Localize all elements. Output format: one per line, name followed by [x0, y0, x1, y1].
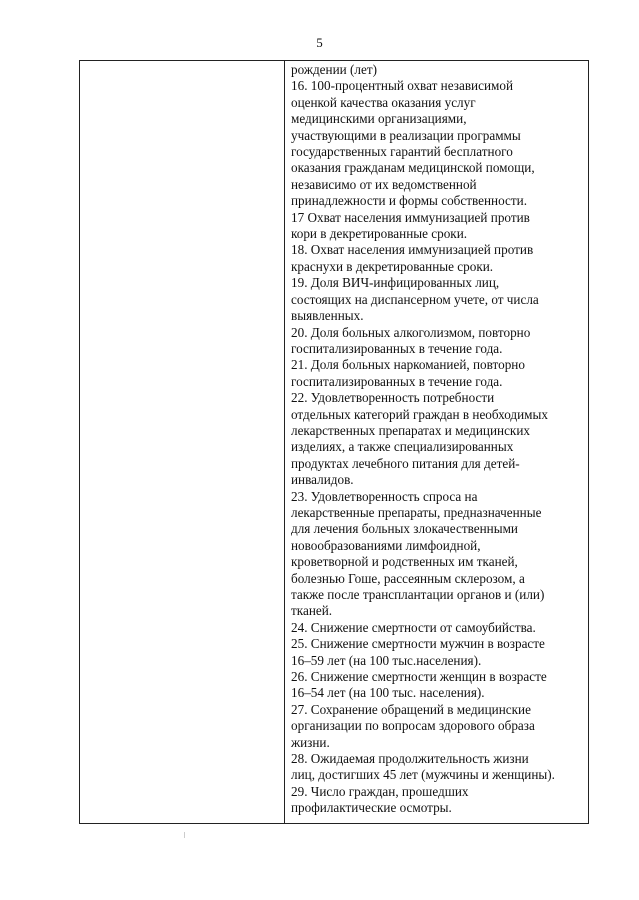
table-text-line: 20. Доля больных алкоголизмом, повторно: [291, 324, 531, 340]
table-text-line: 27. Сохранение обращений в медицинские: [291, 701, 531, 717]
table-text-line: 26. Снижение смертности женщин в возрасте: [291, 669, 547, 685]
table-text-line: оказания гражданам медицинской помощи,: [291, 160, 535, 176]
table-cell-left: [80, 61, 285, 823]
table-text-line: 19. Доля ВИЧ-инфицированных лиц,: [291, 275, 500, 291]
table-text-line: изделиях, а также специализированных: [291, 439, 514, 455]
table-text-line: профилактические осмотры.: [291, 800, 452, 816]
table-text-line: лекарственных препаратах и медицинских: [291, 422, 530, 438]
table-text-line: отдельных категорий граждан в необходимых: [291, 406, 548, 422]
table-text-line: краснухи в декретированные сроки.: [291, 258, 494, 274]
table-text-line: независимо от их ведомственной: [291, 176, 477, 192]
table-text-line: 17 Охват населения иммунизацией против: [291, 209, 530, 225]
table-text-line: 23. Удовлетворенность спроса на: [291, 488, 478, 504]
table-text-line: участвующими в реализации программы: [291, 127, 521, 143]
table-text-line: кори в декретированные сроки.: [291, 226, 468, 242]
table-text-line: 16–54 лет (на 100 тыс. населения).: [291, 685, 485, 701]
table-cell-right: [286, 61, 588, 823]
table-text-line: лиц, достигших 45 лет (мужчины и женщины).: [291, 767, 555, 783]
scan-artifact: [184, 832, 185, 838]
table-text-line: 21. Доля больных наркоманией, повторно: [291, 357, 525, 373]
table-text-line: 16–59 лет (на 100 тыс.населения).: [291, 652, 482, 668]
table-text-line: рождении (лет): [291, 62, 377, 77]
table-text-line: государственных гарантий бесплатного: [291, 144, 513, 160]
table-text-line: 18. Охват населения иммунизацией против: [291, 242, 534, 258]
table-text-line: 25. Снижение смертности мужчин в возрасте: [291, 636, 545, 652]
page-number: 5: [316, 35, 323, 50]
table-text-line: выявленных.: [291, 308, 364, 324]
table-text-line: для лечения больных злокачественными: [291, 521, 518, 537]
table-text-line: инвалидов.: [291, 472, 354, 488]
table-text-line: болезнью Гоше, рассеянным склерозом, а: [291, 570, 525, 586]
table-text-line: тканей.: [291, 603, 333, 619]
table-text-line: лекарственные препараты, предназначенные: [291, 504, 542, 520]
table-text-line: 16. 100-процентный охват независимой: [291, 78, 514, 94]
table-text-line: оценкой качества оказания услуг: [291, 94, 476, 110]
table-text-line: организации по вопросам здорового образа: [291, 718, 535, 734]
table-text-line: также после трансплантации органов и (или): [291, 587, 545, 602]
table-text-line: принадлежности и формы собственности.: [291, 193, 527, 209]
table-text-line: новообразованиями лимфоидной,: [291, 537, 481, 553]
table-text-line: госпитализированных в течение года.: [291, 340, 503, 356]
table-text-line: жизни.: [291, 734, 330, 750]
table-text-line: состоящих на диспансерном учете, от числа: [291, 291, 539, 307]
table-text-line: госпитализированных в течение года.: [291, 373, 503, 389]
table-text-line: 24. Снижение смертности от самоубийства.: [291, 619, 536, 635]
table-text-line: 29. Число граждан, прошедших: [291, 783, 469, 799]
table-text-line: продуктах лечебного питания для детей-: [291, 455, 520, 471]
table-text-line: кроветворной и родственных им тканей,: [291, 554, 518, 570]
table-text-line: 28. Ожидаемая продолжительность жизни: [291, 751, 529, 767]
table-text-line: 22. Удовлетворенность потребности: [291, 390, 495, 406]
document-table: [79, 60, 589, 824]
table-text-line: медицинскими организациями,: [291, 111, 467, 127]
